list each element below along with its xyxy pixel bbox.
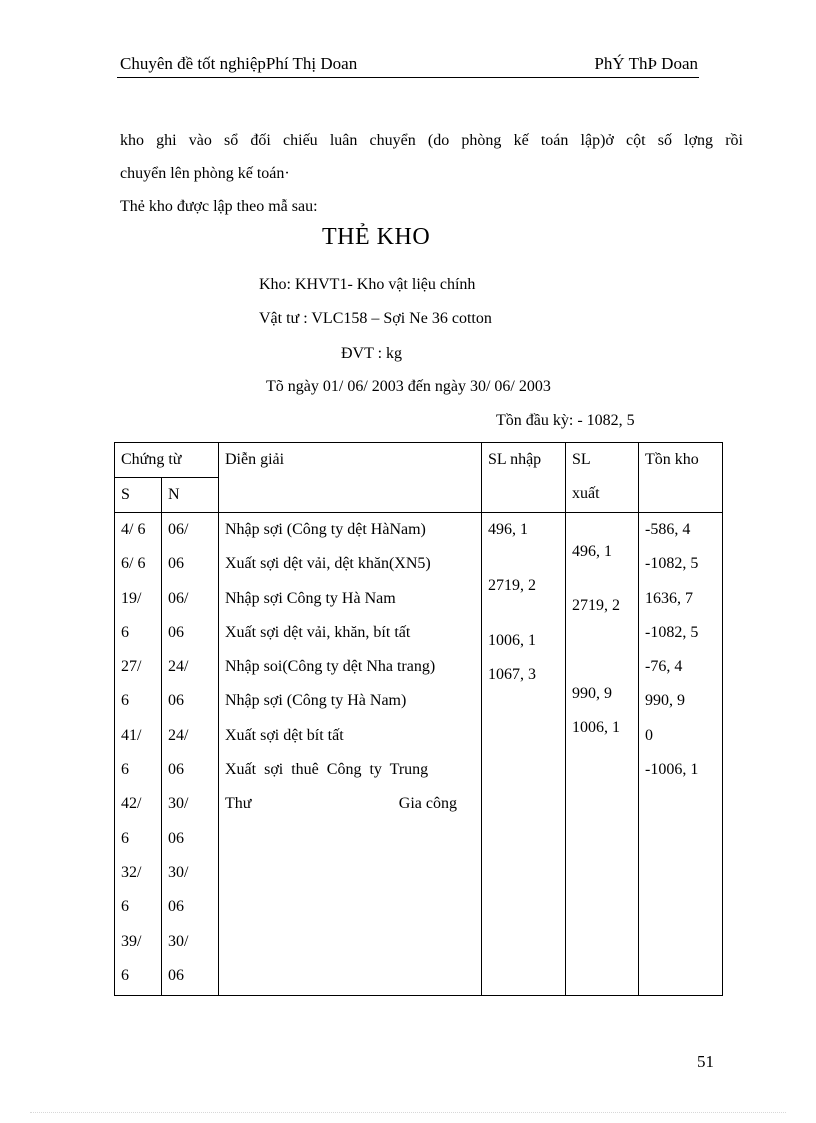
- s-line: 6: [121, 761, 129, 779]
- ton-value: 1636, 7: [645, 589, 693, 607]
- opening-balance-line: Tồn đầu kỳ: - 1082, 5: [496, 412, 635, 429]
- page-bottom-divider: [30, 1112, 786, 1113]
- s-line: 39/: [121, 932, 142, 950]
- s-line: 41/: [121, 726, 142, 744]
- dien-giai-line: Xuất sợi dệt vải, dệt khăn(XN5): [225, 555, 431, 573]
- xuat-value: 1006, 1: [572, 719, 620, 736]
- n-line: 24/: [168, 726, 189, 744]
- xuat-value: 990, 9: [572, 685, 612, 702]
- dien-giai-line: Nhập soi(Công ty dệt Nha trang): [225, 658, 436, 676]
- sl-nhap-column-cell: [482, 513, 566, 996]
- n-line: 06: [168, 623, 184, 641]
- s-line: 27/: [121, 658, 142, 676]
- nhap-value: 496, 1: [488, 521, 528, 538]
- nhap-value: 1006, 1: [488, 632, 536, 649]
- dien-giai-last-line: [225, 787, 475, 821]
- card-title: THẺ KHO: [322, 224, 431, 250]
- header-dien-giai: Diễn giải: [219, 443, 482, 513]
- dien-giai-line: Xuất sợi thuê Công ty Trung: [225, 761, 429, 779]
- xuat-value: 496, 1: [572, 543, 612, 560]
- sl-xuat-column-cell: [566, 513, 639, 996]
- n-line: 30/: [168, 863, 189, 881]
- ton-value: -1082, 5: [645, 555, 699, 573]
- sl-xuat-column: [572, 535, 638, 745]
- n-line: 06: [168, 966, 184, 984]
- n-line: 06/: [168, 521, 189, 538]
- s-line: 19/: [121, 589, 142, 607]
- s-line: 6: [121, 692, 129, 710]
- header-right-author: PhÝ ThÞ Doan: [594, 54, 698, 73]
- s-column-cell: [115, 513, 162, 996]
- ton-value: 0: [645, 726, 653, 744]
- paragraph-line-1: kho ghi vào sổ đối chiếu luân chuyển (do phòng kế toán lập)ở cột số lợng rồi: [120, 132, 743, 149]
- nhap-value: 1067, 3: [488, 666, 536, 683]
- date-range-line: Tõ ngày 01/ 06/ 2003 đến ngày 30/ 06/ 2003: [266, 378, 551, 395]
- stock-card-table: [114, 442, 723, 996]
- s-line: 6: [121, 623, 129, 641]
- header-left-title: Chuyên đề tốt nghiệpPhí Thị Doan: [120, 54, 358, 73]
- n-column-cell: [162, 513, 219, 996]
- sl-nhap-column: [488, 513, 565, 692]
- header-sl-xuat: [566, 443, 639, 513]
- n-line: 06: [168, 829, 184, 847]
- ton-value: -1082, 5: [645, 623, 699, 641]
- n-line: 24/: [168, 658, 189, 676]
- header-s: S: [115, 478, 162, 513]
- dien-giai-line: Nhập sợi (Công ty Hà Nam): [225, 692, 407, 710]
- n-line: 06: [168, 555, 184, 573]
- s-line: 42/: [121, 795, 142, 813]
- material-line: Vật tư : VLC158 – Sợi Ne 36 cotton: [259, 310, 492, 327]
- header-sl-xuat-line-2: xuất: [572, 485, 600, 502]
- header-sl-nhap: SL nhập: [482, 443, 566, 513]
- n-line: 30/: [168, 932, 189, 950]
- n-line: 06/: [168, 589, 189, 607]
- n-column: [168, 513, 218, 993]
- dien-giai-line: Nhập sợi Công ty Hà Nam: [225, 589, 396, 607]
- header-sl-xuat-line-1: SL: [572, 451, 591, 468]
- header-n: N: [162, 478, 219, 513]
- s-line: 6: [121, 898, 129, 916]
- ton-kho-column-cell: [639, 513, 723, 996]
- header-ton-kho: Tồn kho: [639, 443, 723, 513]
- s-line: 6/ 6: [121, 555, 146, 573]
- unit-line: ĐVT : kg: [341, 345, 403, 362]
- ton-value: -76, 4: [645, 658, 683, 676]
- n-line: 30/: [168, 795, 189, 813]
- body-paragraph: [120, 124, 743, 223]
- dien-giai-column-cell: [219, 513, 482, 996]
- page-number: 51: [697, 1052, 714, 1071]
- s-column: [121, 513, 161, 993]
- ton-value: -586, 4: [645, 521, 691, 538]
- s-line: 32/: [121, 863, 142, 881]
- s-line: 4/ 6: [121, 521, 146, 538]
- header-rule: [117, 77, 699, 78]
- dien-giai-line: Xuất sợi dệt bít tất: [225, 726, 344, 744]
- paragraph-line-2: chuyển lên phòng kế toán·: [120, 165, 290, 182]
- s-line: 6: [121, 966, 129, 984]
- n-line: 06: [168, 761, 184, 779]
- header-chung-tu: Chứng từ: [115, 443, 219, 478]
- warehouse-line: Kho: KHVT1- Kho vật liệu chính: [259, 276, 476, 293]
- n-line: 06: [168, 692, 184, 710]
- s-line: 6: [121, 829, 129, 847]
- nhap-value: 2719, 2: [488, 577, 536, 594]
- ton-kho-column: [645, 513, 722, 787]
- dien-giai-line: Xuất sợi dệt vải, khăn, bít tất: [225, 623, 411, 641]
- n-line: 06: [168, 898, 184, 916]
- dien-giai-last-right: Gia công: [398, 795, 457, 813]
- ton-value: 990, 9: [645, 692, 685, 710]
- ton-value: -1006, 1: [645, 761, 699, 779]
- xuat-value: 2719, 2: [572, 597, 620, 614]
- dien-giai-line: Nhập sợi (Công ty dệt HàNam): [225, 521, 426, 538]
- dien-giai-column: [225, 513, 475, 822]
- dien-giai-last-left: Thư: [225, 795, 252, 813]
- paragraph-line-3: Thẻ kho được lập theo mẫ sau:: [120, 198, 318, 215]
